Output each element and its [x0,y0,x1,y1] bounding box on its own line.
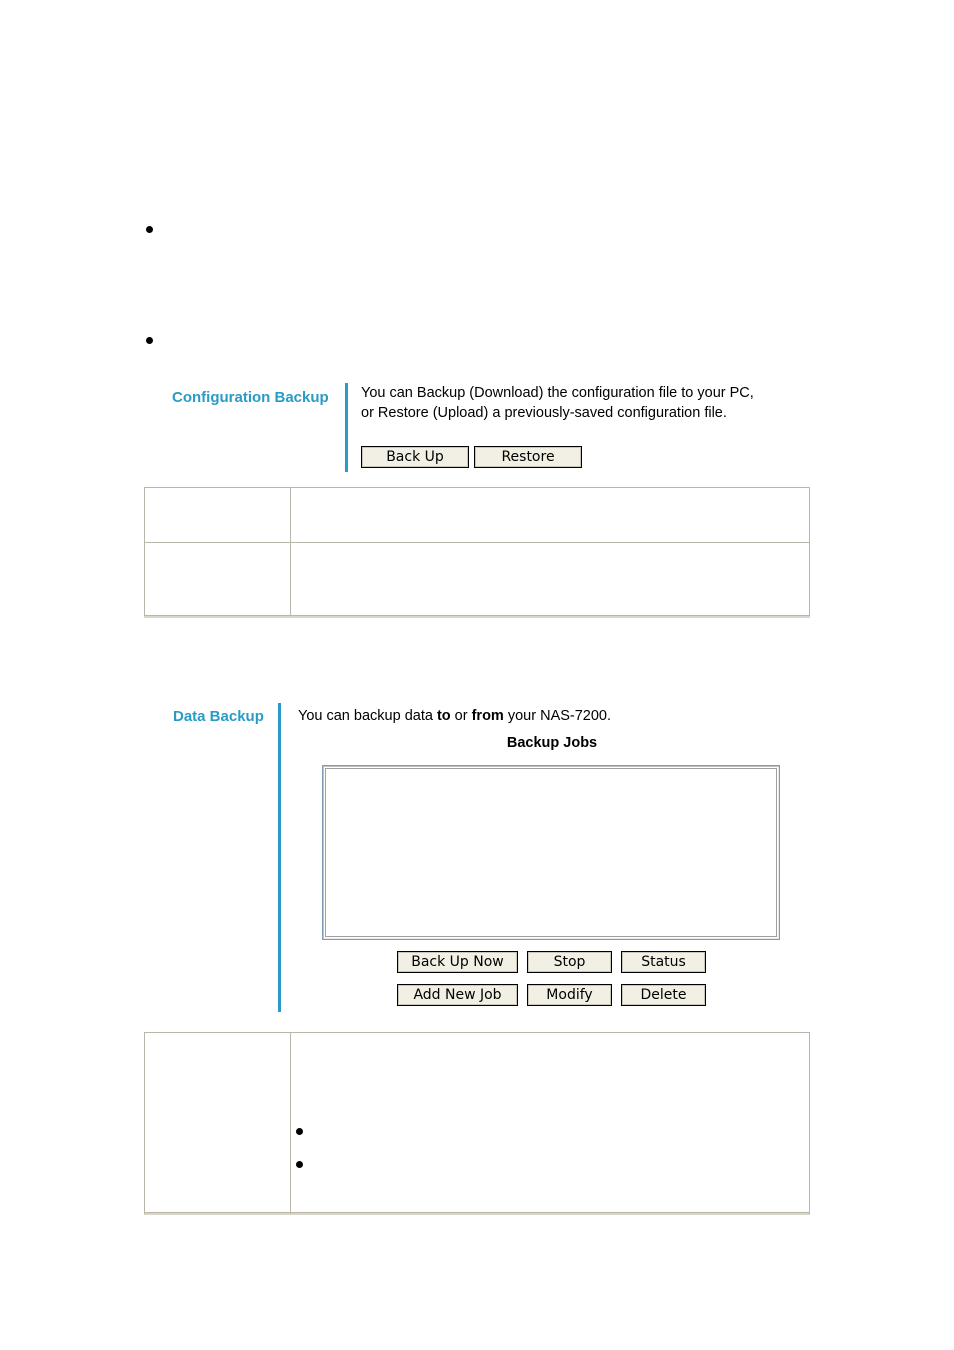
table-border-top [144,487,810,488]
data-backup-desc [298,706,611,726]
restore-button[interactable]: Restore [474,446,582,468]
stop-button[interactable]: Stop [527,951,612,973]
table-bullet-1 [296,1128,303,1135]
table-border-left [144,1032,145,1214]
add-new-job-button[interactable]: Add New Job [397,984,518,1006]
delete-button[interactable]: Delete [621,984,706,1006]
table-bottom-shadow [144,1213,810,1215]
backup-jobs-listbox-inner [325,768,777,937]
data-backup-desc-prefix: You can backup data [298,708,437,724]
configuration-backup-desc-line2: or Restore (Upload) a previously-saved configuration file. [361,405,727,421]
modify-button[interactable]: Modify [527,984,612,1006]
table-row-divider [144,542,810,543]
data-backup-desc-to: to [436,708,451,724]
backup-jobs-listbox[interactable] [322,765,780,940]
back-up-button[interactable]: Back Up [361,446,469,468]
back-up-now-button[interactable]: Back Up Now [397,951,518,973]
data-backup-desc-from: from [471,708,504,724]
table-column-divider [290,1032,291,1214]
table-border-right [809,1032,810,1214]
configuration-backup-divider [345,383,348,472]
status-button[interactable]: Status [621,951,706,973]
configuration-backup-label: Configuration Backup [172,389,329,406]
table-border-right [809,487,810,616]
data-backup-divider [278,703,281,1012]
table-border-left [144,487,145,616]
table-bullet-2 [296,1161,303,1168]
data-backup-desc-suffix: your NAS-7200. [503,708,612,724]
table-bottom-shadow [144,616,810,618]
data-backup-label: Data Backup [173,708,264,725]
table-border-top [144,1032,810,1033]
backup-jobs-title: Backup Jobs [506,735,598,751]
configuration-backup-desc-line1: You can Backup (Download) the configuration file to your PC, [361,385,754,401]
page-bullet-1 [146,226,153,233]
data-backup-desc-or: or [450,708,472,724]
page-bullet-2 [146,337,153,344]
table-column-divider [290,487,291,616]
